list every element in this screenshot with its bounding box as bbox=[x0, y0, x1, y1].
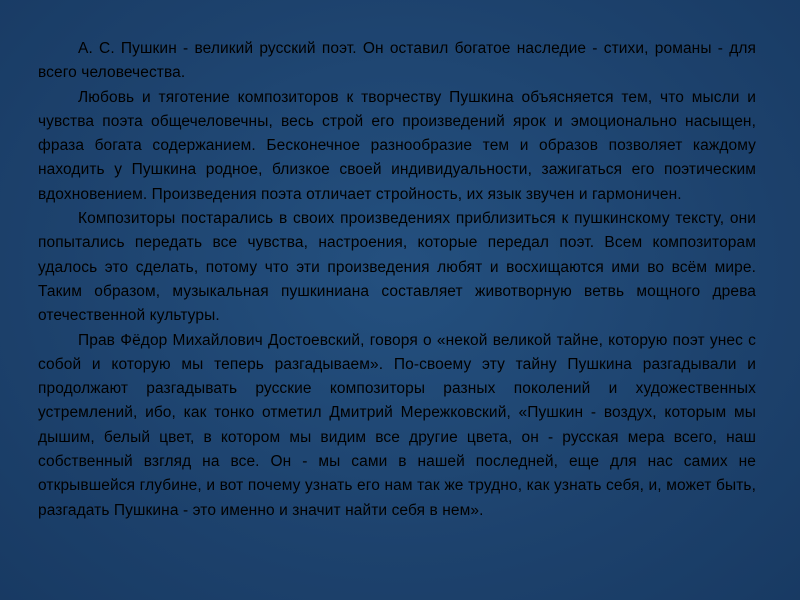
paragraph-3: Композиторы постарались в своих произведениях приблизиться к пушкинскому тексту, они попытались передать все чувства, настроения, которые передал поэт. Всем композиторам удалось это сделать, потому что эти произведения любят и восхищаются ими во всём мире. Таким образом, музыкальная пушкиниана составляет животворную ветвь мощного древа отечественной культуры. bbox=[38, 210, 756, 325]
document-body bbox=[38, 37, 756, 523]
paragraph-2: Любовь и тяготение композиторов к творчеству Пушкина объясняется тем, что мысли и чувства поэта общечеловечны, весь строй его произведений ярок и эмоционально насыщен, фраза богата содержанием. Бесконечное разнообразие тем и образов позволяет каждому находить у Пушкина родное, близкое своей индивидуальности, зажигаться его поэтическим вдохновением. Произведения поэта отличает стройность, их язык звучен и гармоничен. bbox=[38, 88, 756, 203]
paragraph-1: А. С. Пушкин - великий русский поэт. Он оставил богатое наследие - стихи, романы - для всего человечества. bbox=[38, 40, 756, 82]
paragraph-4: Прав Фёдор Михайлович Достоевский, говоря о «некой великой тайне, которую поэт унес с собой и которую мы теперь разгадываем». По-своему эту тайну Пушкина разгадывали и продолжают разгадывать русские композиторы разных поколений и художественных устремлений, ибо, как тонко отметил Дмитрий Мережковский, «Пушкин - воздух, которым мы дышим, белый цвет, в котором мы видим все другие цвета, он - русская мера всего, наш собственный взгляд на все. Он - мы сами в нашей последней, еще для нас самих не открывшейся глубине, и вот почему узнать его нам так же трудно, как узнать себя, и, может быть, разгадать Пушкина - это именно и значит найти себя в нем». bbox=[38, 331, 756, 519]
